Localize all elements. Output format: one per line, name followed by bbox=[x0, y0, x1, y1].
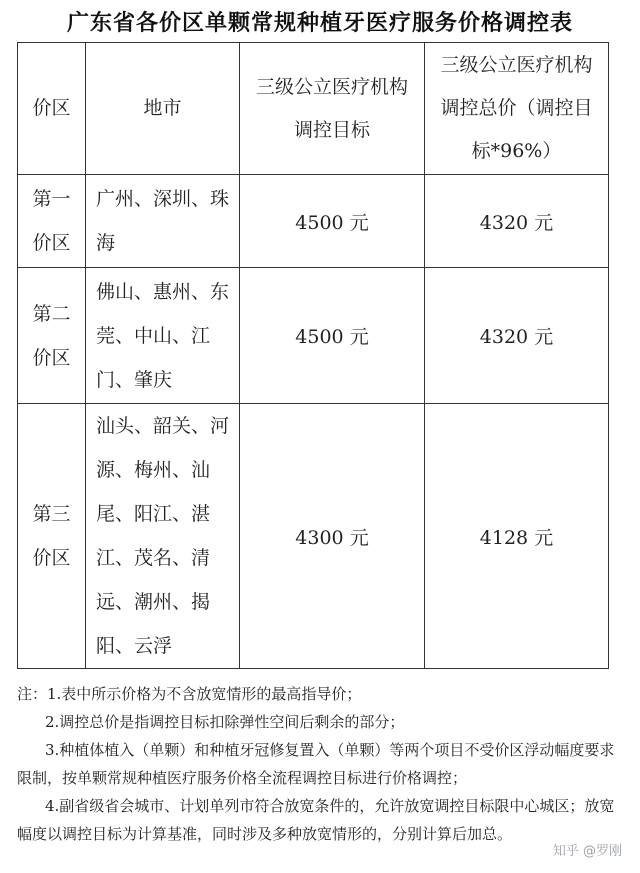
total-price-cell: 4320 元 bbox=[425, 268, 609, 404]
price-table bbox=[17, 42, 609, 669]
header-zone: 价区 bbox=[18, 43, 86, 175]
table-row bbox=[18, 404, 609, 669]
city-cell: 佛山、惠州、东莞、中山、江门、肇庆 bbox=[86, 268, 240, 404]
table-row bbox=[18, 268, 609, 404]
notes-section bbox=[17, 680, 617, 848]
table-row bbox=[18, 175, 609, 268]
zone-cell: 第一价区 bbox=[18, 175, 86, 268]
city-cell: 广州、深圳、珠海 bbox=[86, 175, 240, 268]
note-item: 4.副省级省会城市、计划单列市符合放宽条件的，允许放宽调控目标限中心城区；放宽幅度以调控目标为计算基准，同时涉及多种放宽情形的，分别计算后加总。 bbox=[17, 797, 615, 843]
note-item: 3.种植体植入（单颗）和种植牙冠修复置入（单颗）等两个项目不受价区浮动幅度要求限制，按单颗常规种植医疗服务价格全流程调控目标进行价格调控； bbox=[17, 741, 615, 787]
header-total: 三级公立医疗机构调控总价（调控目标*96%） bbox=[425, 43, 609, 175]
target-price-cell: 4500 元 bbox=[240, 175, 425, 268]
zone-cell: 第二价区 bbox=[18, 268, 86, 404]
city-cell: 汕头、韶关、河源、梅州、汕尾、阳江、湛江、茂名、清远、潮州、揭阳、云浮 bbox=[86, 404, 240, 669]
note-item: 2.调控总价是指调控目标扣除弹性空间后剩余的部分； bbox=[45, 713, 405, 731]
total-price-cell: 4128 元 bbox=[425, 404, 609, 669]
target-price-cell: 4500 元 bbox=[240, 268, 425, 404]
total-price-cell: 4320 元 bbox=[425, 175, 609, 268]
header-city: 地市 bbox=[86, 43, 240, 175]
note-item: 注：1.表中所示价格为不含放宽情形的最高指导价； bbox=[17, 685, 362, 703]
page-title: 广东省各价区单颗常规种植牙医疗服务价格调控表 bbox=[66, 11, 573, 36]
header-target: 三级公立医疗机构调控目标 bbox=[240, 43, 425, 175]
table-header-row bbox=[18, 43, 609, 175]
target-price-cell: 4300 元 bbox=[240, 404, 425, 669]
zone-cell: 第三价区 bbox=[18, 404, 86, 669]
watermark: 知乎 @罗刚 bbox=[552, 844, 622, 859]
